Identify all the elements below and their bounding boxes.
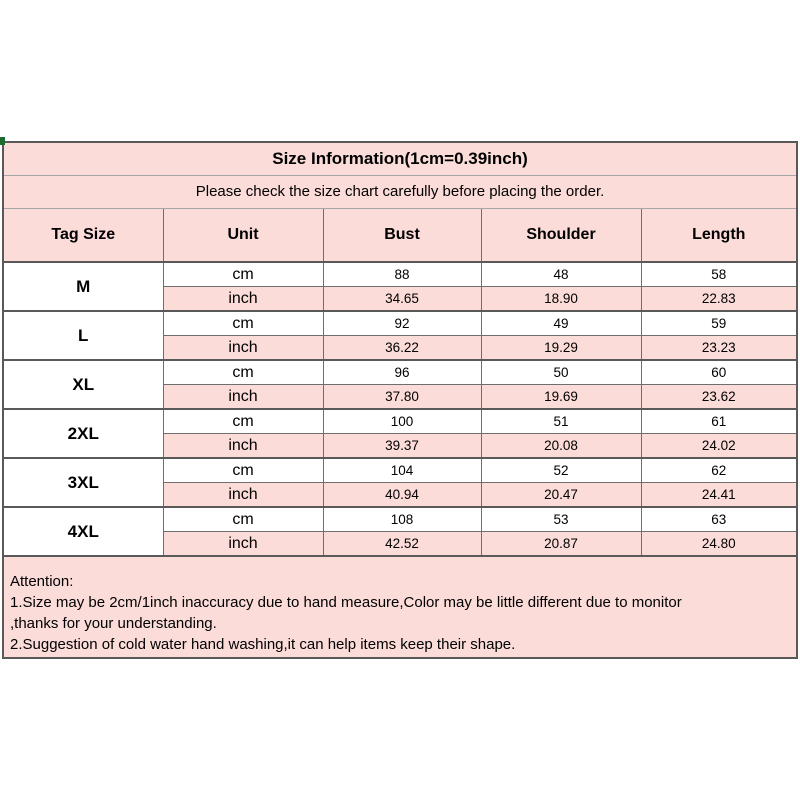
column-header-unit: Unit [163,208,323,262]
unit-cell-inch: inch [163,287,323,312]
shoulder-value-cell: 50 [481,360,641,385]
bust-value-cell: 100 [323,409,481,434]
bust-value-cell: 92 [323,311,481,336]
unit-cell-inch: inch [163,385,323,410]
bust-value-cell: 40.94 [323,483,481,508]
shoulder-value-cell: 18.90 [481,287,641,312]
attention-line: 2.Suggestion of cold water hand washing,it can help items keep their shape. [10,636,516,653]
length-value-cell: 23.23 [641,336,797,361]
shoulder-value-cell: 52 [481,458,641,483]
unit-cell-cm: cm [163,262,323,287]
tag-size-cell: 4XL [3,507,163,556]
shoulder-value-cell: 53 [481,507,641,532]
column-header-row [3,208,797,262]
shoulder-value-cell: 20.87 [481,532,641,557]
unit-cell-cm: cm [163,458,323,483]
title-row [3,142,797,175]
bust-value-cell: 39.37 [323,434,481,459]
table-row [3,360,797,385]
bust-value-cell: 96 [323,360,481,385]
length-value-cell: 24.02 [641,434,797,459]
corner-artifact-marker [0,137,5,145]
length-value-cell: 61 [641,409,797,434]
bust-value-cell: 37.80 [323,385,481,410]
tag-size-cell: L [3,311,163,360]
column-header-tag-size: Tag Size [3,208,163,262]
shoulder-value-cell: 19.29 [481,336,641,361]
column-header-shoulder: Shoulder [481,208,641,262]
length-value-cell: 60 [641,360,797,385]
tag-size-cell: XL [3,360,163,409]
unit-cell-inch: inch [163,483,323,508]
shoulder-value-cell: 20.08 [481,434,641,459]
table-row [3,409,797,434]
shoulder-value-cell: 20.47 [481,483,641,508]
length-value-cell: 22.83 [641,287,797,312]
table-row [3,262,797,287]
attention-note [3,556,797,658]
unit-cell-inch: inch [163,532,323,557]
length-value-cell: 58 [641,262,797,287]
table-row [3,311,797,336]
length-value-cell: 62 [641,458,797,483]
unit-cell-cm: cm [163,409,323,434]
tag-size-cell: M [3,262,163,311]
shoulder-value-cell: 19.69 [481,385,641,410]
tag-size-cell: 2XL [3,409,163,458]
length-value-cell: 59 [641,311,797,336]
unit-cell-inch: inch [163,434,323,459]
length-value-cell: 23.62 [641,385,797,410]
column-header-length: Length [641,208,797,262]
unit-cell-cm: cm [163,507,323,532]
table-subtitle: Please check the size chart carefully before placing the order. [3,175,797,208]
shoulder-value-cell: 49 [481,311,641,336]
length-value-cell: 63 [641,507,797,532]
table-title: Size Information(1cm=0.39inch) [3,142,797,175]
unit-cell-cm: cm [163,360,323,385]
subtitle-row [3,175,797,208]
bust-value-cell: 36.22 [323,336,481,361]
bust-value-cell: 34.65 [323,287,481,312]
attention-row [3,556,797,658]
attention-heading: Attention: [10,573,74,590]
size-chart-table [2,141,798,659]
bust-value-cell: 88 [323,262,481,287]
bust-value-cell: 104 [323,458,481,483]
table-row [3,458,797,483]
table-row [3,507,797,532]
shoulder-value-cell: 51 [481,409,641,434]
bust-value-cell: 42.52 [323,532,481,557]
unit-cell-inch: inch [163,336,323,361]
unit-cell-cm: cm [163,311,323,336]
length-value-cell: 24.41 [641,483,797,508]
column-header-bust: Bust [323,208,481,262]
attention-line: ,thanks for your understanding. [10,615,217,632]
tag-size-cell: 3XL [3,458,163,507]
attention-line: 1.Size may be 2cm/1inch inaccuracy due to hand measure,Color may be little different due to monitor [10,594,682,611]
shoulder-value-cell: 48 [481,262,641,287]
bust-value-cell: 108 [323,507,481,532]
length-value-cell: 24.80 [641,532,797,557]
